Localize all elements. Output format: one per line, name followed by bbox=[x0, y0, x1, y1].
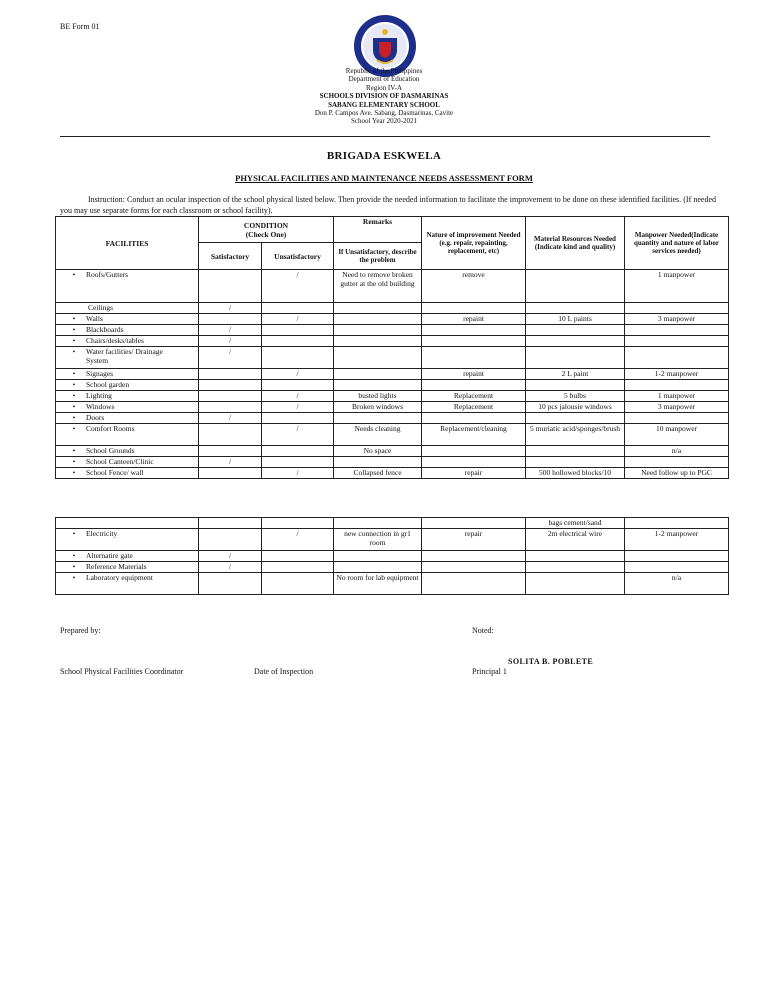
header-remarks-sub: If Unsatisfactory, describe the problem bbox=[334, 243, 422, 270]
satisfactory-check bbox=[199, 402, 262, 413]
material-cell bbox=[526, 573, 625, 595]
nature-cell: repaint bbox=[422, 314, 526, 325]
manpower-cell: n/a bbox=[625, 446, 729, 457]
table-row bbox=[56, 336, 729, 347]
material-cell bbox=[526, 446, 625, 457]
manpower-cell: 1 manpower bbox=[625, 391, 729, 402]
bullet-icon: • bbox=[72, 424, 76, 433]
manpower-cell: 3 manpower bbox=[625, 402, 729, 413]
header-line: SABANG ELEMENTARY SCHOOL bbox=[328, 100, 440, 109]
facility-name: Laboratory equipment bbox=[86, 573, 153, 582]
unsatisfactory-check bbox=[262, 551, 334, 562]
facility-cell bbox=[56, 529, 199, 551]
facility-cell bbox=[56, 424, 199, 446]
nature-cell bbox=[422, 347, 526, 369]
header-line: Department of Education bbox=[348, 75, 420, 84]
facility-cell bbox=[56, 391, 199, 402]
assessment-table bbox=[55, 216, 729, 479]
manpower-cell: 3 manpower bbox=[625, 314, 729, 325]
manpower-cell bbox=[625, 303, 729, 314]
facility-name: Lighting bbox=[86, 391, 112, 400]
header-divider bbox=[60, 136, 710, 137]
facility-cell bbox=[56, 347, 199, 369]
header-condition: CONDITION (Check One) bbox=[199, 217, 334, 243]
facility-cell bbox=[56, 303, 199, 314]
material-cell bbox=[526, 270, 625, 303]
bullet-icon: • bbox=[72, 457, 76, 466]
header-line: Republic of the Philippines bbox=[345, 67, 423, 75]
noted-label: Noted: bbox=[472, 626, 494, 635]
remarks-cell bbox=[334, 303, 422, 314]
table-row bbox=[56, 446, 729, 457]
facility-name: Reference Materials bbox=[86, 562, 147, 571]
satisfactory-check: / bbox=[199, 325, 262, 336]
bullet-icon: • bbox=[72, 325, 76, 334]
facility-name: School Grounds bbox=[86, 446, 135, 455]
satisfactory-check: / bbox=[199, 551, 262, 562]
facility-cell bbox=[56, 518, 199, 529]
nature-cell: Replacement/cleaning bbox=[422, 424, 526, 446]
unsatisfactory-check: / bbox=[262, 369, 334, 380]
form-subtitle: PHYSICAL FACILITIES AND MAINTENANCE NEEDS ASSESSMENT FORM bbox=[235, 173, 533, 183]
facility-cell bbox=[56, 551, 199, 562]
table-row bbox=[56, 314, 729, 325]
bullet-icon: • bbox=[72, 529, 76, 538]
unsatisfactory-check bbox=[262, 518, 334, 529]
material-cell bbox=[526, 413, 625, 424]
remarks-cell: busted lights bbox=[334, 391, 422, 402]
satisfactory-check bbox=[199, 446, 262, 457]
bullet-icon: • bbox=[72, 446, 76, 455]
satisfactory-check bbox=[199, 369, 262, 380]
facility-cell bbox=[56, 562, 199, 573]
table-row bbox=[56, 402, 729, 413]
facility-name: Walls bbox=[86, 314, 103, 323]
material-cell: 5 muriatic acid/sponges/brush bbox=[526, 424, 625, 446]
bullet-icon: • bbox=[72, 380, 76, 389]
material-cell: 5 bulbs bbox=[526, 391, 625, 402]
remarks-cell bbox=[334, 457, 422, 468]
bullet-icon: • bbox=[72, 562, 76, 571]
manpower-cell bbox=[625, 325, 729, 336]
bullet-icon: • bbox=[72, 347, 76, 356]
nature-cell bbox=[422, 562, 526, 573]
bullet-icon: • bbox=[72, 413, 76, 422]
table-row bbox=[56, 347, 729, 369]
coordinator-label: School Physical Facilities Coordinator bbox=[60, 667, 184, 676]
facility-name: Alternatire gate bbox=[86, 551, 133, 560]
nature-cell bbox=[422, 303, 526, 314]
nature-cell bbox=[422, 446, 526, 457]
material-cell: 500 hollowed blocks/10 bbox=[526, 468, 625, 479]
header-satisfactory: Satisfactory bbox=[199, 243, 262, 270]
table-row bbox=[56, 518, 729, 529]
school-header bbox=[0, 67, 768, 126]
facility-name: Windows bbox=[86, 402, 115, 411]
unsatisfactory-check: / bbox=[262, 314, 334, 325]
facility-cell bbox=[56, 336, 199, 347]
remarks-cell bbox=[334, 551, 422, 562]
unsatisfactory-check: / bbox=[262, 391, 334, 402]
remarks-cell bbox=[334, 314, 422, 325]
unsatisfactory-check: / bbox=[262, 468, 334, 479]
remarks-cell bbox=[334, 413, 422, 424]
table-row bbox=[56, 413, 729, 424]
satisfactory-check bbox=[199, 380, 262, 391]
unsatisfactory-check bbox=[262, 573, 334, 595]
material-cell: 10 pcs jalousie windows bbox=[526, 402, 625, 413]
table-row bbox=[56, 468, 729, 479]
satisfactory-check: / bbox=[199, 562, 262, 573]
manpower-cell bbox=[625, 518, 729, 529]
bullet-icon: • bbox=[72, 270, 76, 279]
satisfactory-check: / bbox=[199, 336, 262, 347]
remarks-cell bbox=[334, 380, 422, 391]
satisfactory-check bbox=[199, 518, 262, 529]
prepared-by-label: Prepared by: bbox=[60, 626, 101, 635]
bullet-icon: • bbox=[72, 468, 76, 477]
unsatisfactory-check bbox=[262, 457, 334, 468]
satisfactory-check bbox=[199, 573, 262, 595]
remarks-cell: Needs cleaning bbox=[334, 424, 422, 446]
table-row bbox=[56, 529, 729, 551]
facility-name: Signages bbox=[86, 369, 114, 378]
bullet-icon: • bbox=[72, 369, 76, 378]
unsatisfactory-check: / bbox=[262, 402, 334, 413]
facility-cell bbox=[56, 325, 199, 336]
facility-name: School Fence/ wall bbox=[86, 468, 144, 477]
header-unsatisfactory: Unsatisfactory bbox=[262, 243, 334, 270]
satisfactory-check bbox=[199, 314, 262, 325]
nature-cell: Replacement bbox=[422, 402, 526, 413]
bullet-icon: • bbox=[72, 391, 76, 400]
satisfactory-check: / bbox=[199, 457, 262, 468]
unsatisfactory-check bbox=[262, 380, 334, 391]
bullet-icon: • bbox=[72, 573, 76, 582]
manpower-cell: 1-2 manpower bbox=[625, 369, 729, 380]
satisfactory-check bbox=[199, 424, 262, 446]
principal-name: SOLITA B. POBLETE bbox=[508, 657, 594, 666]
page-title: BRIGADA ESKWELA bbox=[326, 150, 442, 162]
facility-name: Chairs/desks/tables bbox=[86, 336, 144, 345]
nature-cell: repaint bbox=[422, 369, 526, 380]
header-nature: Nature of improvement Needed (e.g. repair, repainting, replacement, etc) bbox=[422, 217, 526, 270]
table-row bbox=[56, 325, 729, 336]
facility-name: Blackboards bbox=[86, 325, 124, 334]
material-cell bbox=[526, 347, 625, 369]
remarks-cell: No room for lab equipment bbox=[334, 573, 422, 595]
facility-cell bbox=[56, 573, 199, 595]
satisfactory-check: / bbox=[199, 413, 262, 424]
unsatisfactory-check bbox=[262, 325, 334, 336]
nature-cell: Replacement bbox=[422, 391, 526, 402]
material-cell bbox=[526, 325, 625, 336]
material-cell bbox=[526, 336, 625, 347]
header-facilities: FACILITIES bbox=[56, 217, 199, 270]
remarks-cell bbox=[334, 347, 422, 369]
material-cell bbox=[526, 380, 625, 391]
date-of-inspection-label: Date of Inspection bbox=[254, 667, 314, 676]
nature-cell bbox=[422, 413, 526, 424]
material-cell: 2m electrical wire bbox=[526, 529, 625, 551]
header-material: Material Resources Needed (Indicate kind and quality) bbox=[526, 217, 625, 270]
manpower-cell bbox=[625, 457, 729, 468]
table-row bbox=[56, 391, 729, 402]
header-line: Region IV-A bbox=[365, 83, 403, 92]
facility-name: School Canteen/Clinic bbox=[86, 457, 154, 466]
nature-cell: repair bbox=[422, 468, 526, 479]
facility-cell bbox=[56, 457, 199, 468]
table-row bbox=[56, 380, 729, 391]
facility-name: Ceilings bbox=[88, 303, 114, 312]
facility-name: School garden bbox=[86, 380, 130, 389]
table-row bbox=[56, 369, 729, 380]
material-cell bbox=[526, 457, 625, 468]
material-cell: 2 L paint bbox=[526, 369, 625, 380]
remarks-cell: Need to remove broken gutter at the old building bbox=[334, 270, 422, 303]
facility-cell bbox=[56, 270, 199, 303]
remarks-cell: No space bbox=[334, 446, 422, 457]
facility-name: Comfort Rooms bbox=[86, 424, 135, 433]
nature-cell bbox=[422, 573, 526, 595]
table-row bbox=[56, 424, 729, 446]
manpower-cell: n/a bbox=[625, 573, 729, 595]
table-row bbox=[56, 562, 729, 573]
manpower-cell bbox=[625, 336, 729, 347]
satisfactory-check: / bbox=[199, 347, 262, 369]
facility-cell bbox=[56, 402, 199, 413]
remarks-cell bbox=[334, 369, 422, 380]
material-cell bbox=[526, 562, 625, 573]
table-body-page1 bbox=[56, 270, 729, 479]
bullet-icon: • bbox=[72, 336, 76, 345]
table-row bbox=[56, 551, 729, 562]
instruction-text: Instruction: Conduct an ocular inspection of the school physical listed below. Then provide the needed information to facilitate the improvement to be done on these identified facilities. (If needed you may use separate forms for each classroom or school facility). bbox=[60, 195, 716, 215]
nature-cell bbox=[422, 325, 526, 336]
remarks-cell: new connection in gr1 room bbox=[334, 529, 422, 551]
facility-cell bbox=[56, 314, 199, 325]
satisfactory-check bbox=[199, 529, 262, 551]
facility-name: Electricity bbox=[86, 529, 118, 538]
manpower-cell bbox=[625, 551, 729, 562]
unsatisfactory-check bbox=[262, 413, 334, 424]
table-row bbox=[56, 270, 729, 303]
remarks-cell bbox=[334, 325, 422, 336]
nature-cell: remove bbox=[422, 270, 526, 303]
facility-cell bbox=[56, 413, 199, 424]
assessment-table-continued bbox=[55, 517, 729, 595]
manpower-cell: 1 manpower bbox=[625, 270, 729, 303]
remarks-cell: Collapsed fence bbox=[334, 468, 422, 479]
table-row bbox=[56, 573, 729, 595]
remarks-cell bbox=[334, 562, 422, 573]
facility-cell bbox=[56, 446, 199, 457]
unsatisfactory-check bbox=[262, 303, 334, 314]
unsatisfactory-check: / bbox=[262, 270, 334, 303]
table-body-page2 bbox=[56, 518, 729, 595]
table-row bbox=[56, 457, 729, 468]
facility-name: Roofs/Gutters bbox=[86, 270, 129, 279]
unsatisfactory-check bbox=[262, 562, 334, 573]
form-number: BE Form 01 bbox=[60, 22, 100, 31]
unsatisfactory-check bbox=[262, 347, 334, 369]
manpower-cell bbox=[625, 347, 729, 369]
facility-cell bbox=[56, 380, 199, 391]
header-remarks: Remarks bbox=[334, 217, 422, 243]
unsatisfactory-check: / bbox=[262, 529, 334, 551]
manpower-cell bbox=[625, 562, 729, 573]
header-line: School Year 2020-2021 bbox=[351, 117, 417, 126]
manpower-cell: 10 manpower bbox=[625, 424, 729, 446]
unsatisfactory-check bbox=[262, 336, 334, 347]
manpower-cell: 1-2 manpower bbox=[625, 529, 729, 551]
material-cell bbox=[526, 551, 625, 562]
nature-cell bbox=[422, 551, 526, 562]
unsatisfactory-check: / bbox=[262, 424, 334, 446]
remarks-cell bbox=[334, 518, 422, 529]
bullet-icon: • bbox=[72, 402, 76, 411]
satisfactory-check bbox=[199, 468, 262, 479]
nature-cell bbox=[422, 380, 526, 391]
nature-cell bbox=[422, 457, 526, 468]
manpower-cell bbox=[625, 380, 729, 391]
remarks-cell bbox=[334, 336, 422, 347]
bullet-icon: • bbox=[72, 551, 76, 560]
material-cell: 10 L paints bbox=[526, 314, 625, 325]
nature-cell bbox=[422, 518, 526, 529]
nature-cell: repair bbox=[422, 529, 526, 551]
nature-cell bbox=[422, 336, 526, 347]
material-cell: bags cement/sand bbox=[526, 518, 625, 529]
principal-title: Principal 1 bbox=[472, 667, 507, 676]
material-cell bbox=[526, 303, 625, 314]
manpower-cell bbox=[625, 413, 729, 424]
satisfactory-check bbox=[199, 391, 262, 402]
remarks-cell: Broken windows bbox=[334, 402, 422, 413]
facility-name: Water facilities/ Drainage System bbox=[86, 347, 163, 365]
unsatisfactory-check bbox=[262, 446, 334, 457]
satisfactory-check bbox=[199, 270, 262, 303]
facility-cell bbox=[56, 468, 199, 479]
facility-cell bbox=[56, 369, 199, 380]
satisfactory-check: / bbox=[199, 303, 262, 314]
header-line: SCHOOLS DIVISION OF DASMARINAS bbox=[319, 92, 449, 101]
table-row bbox=[56, 303, 729, 314]
header-manpower: Manpower Needed(Indicate quantity and nature of labor services needed) bbox=[625, 217, 729, 270]
header-line: Don P. Campos Ave. Sabang, Dasmarinas, Cavite bbox=[314, 109, 454, 118]
facility-name: Doors bbox=[86, 413, 105, 422]
manpower-cell: Need follow up to PGC bbox=[625, 468, 729, 479]
bullet-icon: • bbox=[72, 314, 76, 323]
